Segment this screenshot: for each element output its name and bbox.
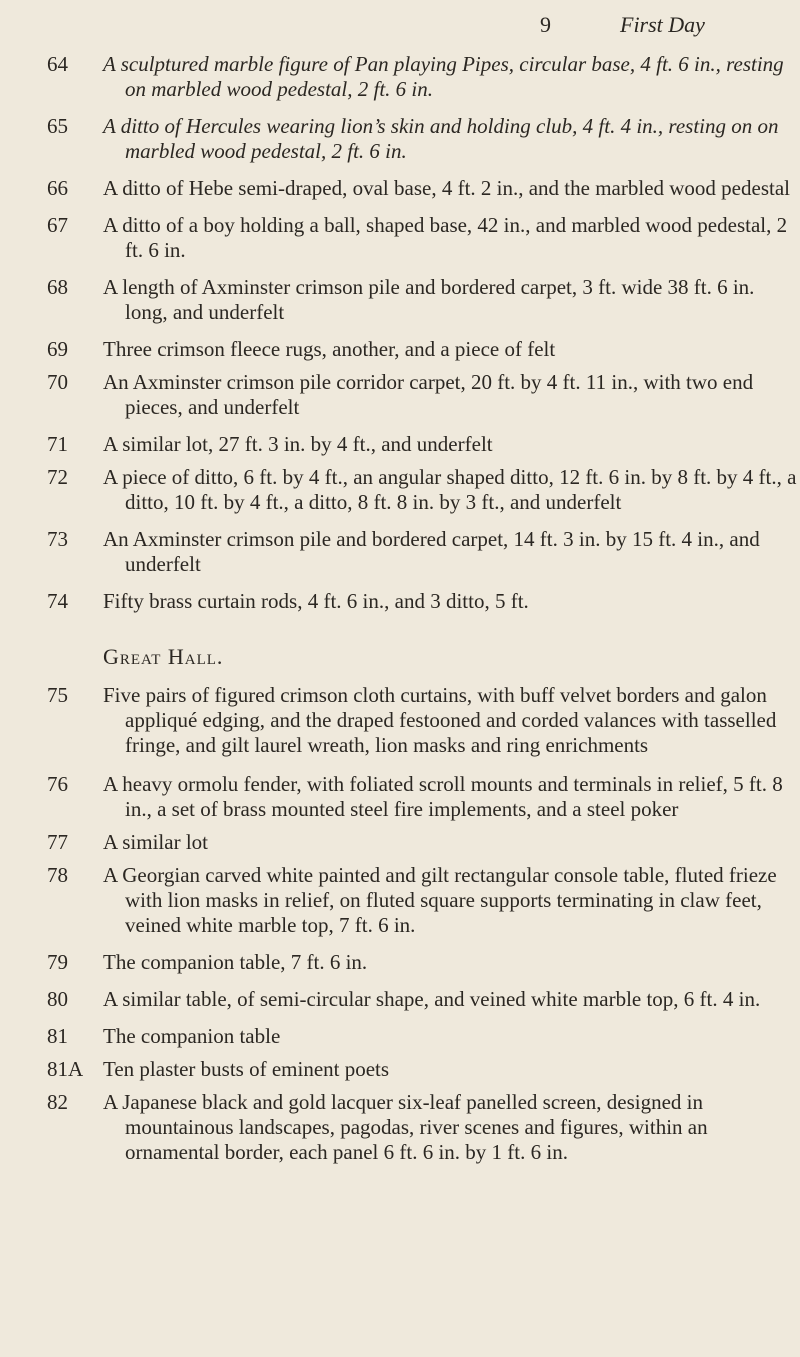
lot-entry (0, 275, 800, 325)
lot-description: A sculptured marble figure of Pan playing Pipes, circular base, 4 ft. 6 in., resting on marbled wood pedestal, 2 ft. 6 in. (103, 52, 784, 101)
lot-number: 71 (47, 432, 68, 456)
lot-number: 66 (47, 176, 68, 200)
lot-description: The companion table (103, 1024, 281, 1048)
lot-entry (0, 432, 800, 457)
lot-entry (0, 589, 800, 614)
lot-description: Three crimson fleece rugs, another, and a piece of felt (103, 337, 556, 361)
lot-entry (0, 213, 800, 263)
lot-entry (0, 527, 800, 577)
lot-number: 76 (47, 772, 68, 796)
lot-description: A ditto of Hercules wearing lion’s skin and holding club, 4 ft. 4 in., resting on on marbled wood pedestal, 2 ft. 6 in. (103, 114, 779, 163)
page-number: 9 (540, 12, 551, 37)
lot-number: 81A (47, 1057, 84, 1081)
lot-entry (0, 863, 800, 938)
lot-entry (0, 987, 800, 1012)
lot-number: 79 (47, 950, 68, 974)
lot-description: The companion table, 7 ft. 6 in. (103, 950, 368, 974)
lot-entry (0, 1024, 800, 1049)
lot-number: 65 (47, 114, 68, 138)
lot-entry (0, 830, 800, 855)
lot-description: A similar lot (103, 830, 208, 854)
lot-description: A similar lot, 27 ft. 3 in. by 4 ft., and underfelt (103, 432, 493, 456)
lot-description: Ten plaster busts of eminent poets (103, 1057, 390, 1081)
lot-entry (0, 337, 800, 362)
page-header (0, 12, 800, 42)
lot-number: 69 (47, 337, 68, 361)
lot-entry (0, 465, 800, 515)
lot-description: A Japanese black and gold lacquer six-leaf panelled screen, designed in mountainous landscapes, pagodas, river scenes and figures, within an ornamental border, each panel 6 ft. 6 in. by 1 ft. 6 in. (103, 1090, 708, 1164)
lot-description: An Axminster crimson pile and bordered carpet, 14 ft. 3 in. by 15 ft. 4 in., and underfelt (103, 527, 760, 576)
lot-description: Five pairs of figured crimson cloth curtains, with buff velvet borders and galon appliqué edging, and the draped festooned and corded valances with tasselled fringe, and gilt laurel wreath, lion masks and ring enrichments (103, 683, 777, 757)
lot-description: A ditto of a boy holding a ball, shaped base, 42 in., and marbled wood pedestal, 2 ft. 6 in. (103, 213, 788, 262)
lot-description: A similar table, of semi-circular shape, and veined white marble top, 6 ft. 4 in. (103, 987, 761, 1011)
lot-number: 64 (47, 52, 68, 76)
lot-description: A length of Axminster crimson pile and bordered carpet, 3 ft. wide 38 ft. 6 in. long, and underfelt (103, 275, 755, 324)
lot-entry (0, 1090, 800, 1165)
lot-description: A heavy ormolu fender, with foliated scroll mounts and terminals in relief, 5 ft. 8 in., a set of brass mounted steel fire implements, and a steel poker (103, 772, 783, 821)
lot-list (0, 52, 800, 1165)
lot-entry (0, 176, 800, 201)
lot-number: 74 (47, 589, 68, 613)
lot-entry (0, 1057, 800, 1082)
lot-entry (0, 52, 800, 102)
lot-number: 73 (47, 527, 68, 551)
lot-number: 81 (47, 1024, 68, 1048)
lot-description: A Georgian carved white painted and gilt rectangular console table, fluted frieze with lion masks in relief, on fluted square supports terminating in claw feet, veined white marble top, 7 ft. 6 in. (103, 863, 777, 937)
lot-number: 70 (47, 370, 68, 394)
lot-description: A ditto of Hebe semi-draped, oval base, 4 ft. 2 in., and the marbled wood pedestal (103, 176, 790, 200)
lot-number: 77 (47, 830, 68, 854)
lot-number: 80 (47, 987, 68, 1011)
lot-entry (0, 950, 800, 975)
lot-entry (0, 370, 800, 420)
lot-description: An Axminster crimson pile corridor carpet, 20 ft. by 4 ft. 11 in., with two end pieces, and underfelt (103, 370, 754, 419)
lot-number: 72 (47, 465, 68, 489)
lot-description: A piece of ditto, 6 ft. by 4 ft., an angular shaped ditto, 12 ft. 6 in. by 8 ft. by 4 ft., a ditto, 10 ft. by 4 ft., a ditto, 8 ft. 8 in. by 3 ft., and underfelt (103, 465, 797, 514)
lot-entry (0, 772, 800, 822)
running-head: First Day (620, 12, 705, 37)
lot-number: 67 (47, 213, 68, 237)
lot-entry (0, 114, 800, 164)
lot-number: 68 (47, 275, 68, 299)
lot-description: Fifty brass curtain rods, 4 ft. 6 in., and 3 ditto, 5 ft. (103, 589, 529, 613)
lot-entry (0, 683, 800, 758)
lot-number: 82 (47, 1090, 68, 1114)
lot-number: 78 (47, 863, 68, 887)
lot-number: 75 (47, 683, 68, 707)
section-heading: Great Hall. (103, 644, 224, 669)
